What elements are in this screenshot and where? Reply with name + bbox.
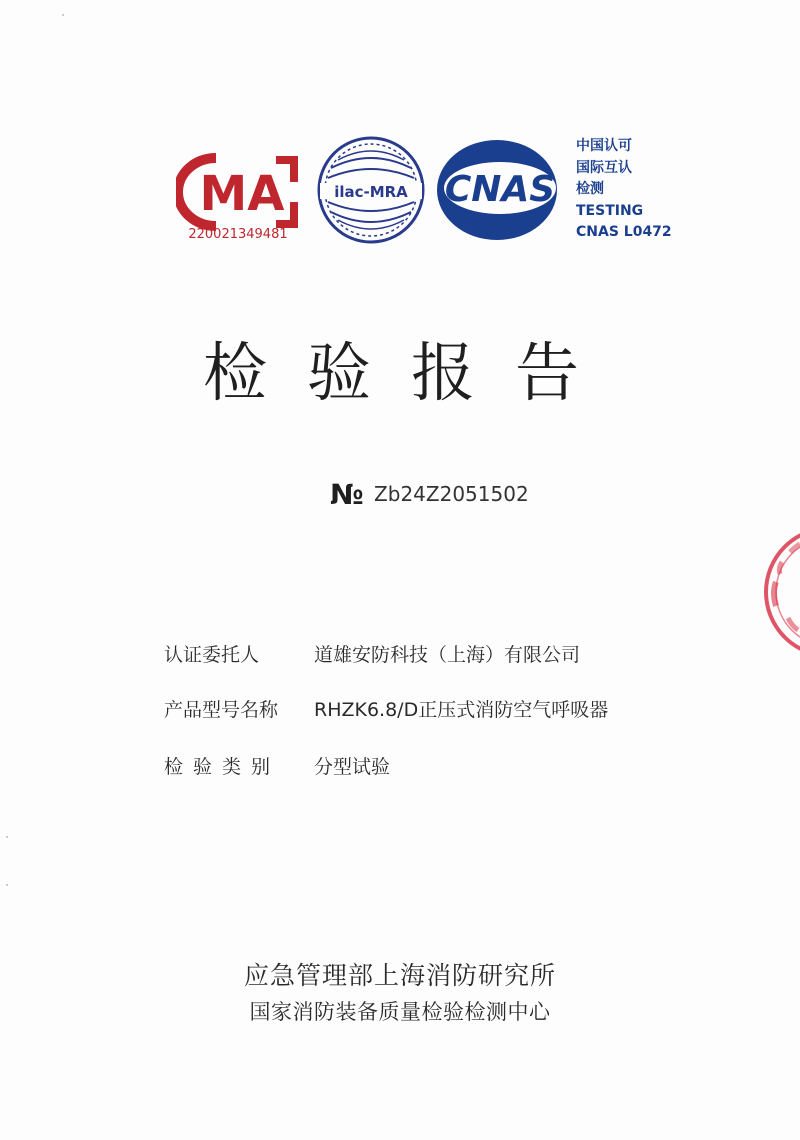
cma-number: 220021349481 (188, 227, 288, 240)
number-sign: № (330, 478, 364, 511)
product-row (164, 695, 608, 725)
cnas-text-line: 中国认可 (576, 138, 632, 154)
test-type-value: 分型试验 (314, 756, 391, 778)
cnas-text-line: CNAS L0472 (576, 224, 672, 240)
cnas-text-line: TESTING (576, 202, 644, 219)
product-label: 产品型号名称 (164, 699, 279, 721)
cma-logo-label: MA (199, 166, 285, 222)
test-type-label: 检验类别 (164, 756, 281, 778)
test-type-row (164, 752, 390, 782)
product-value: RHZK6.8/D正压式消防空气呼吸器 (314, 699, 609, 721)
ilac-mra-logo (316, 128, 426, 253)
report-number (330, 478, 529, 511)
issuing-institute: 应急管理部上海消防研究所 (243, 961, 556, 990)
scan-speck (6, 836, 8, 838)
client-value: 道雄安防科技（上海）有限公司 (314, 644, 581, 666)
cnas-logo (434, 138, 560, 242)
cnas-text-line: 检测 (576, 181, 604, 197)
client-label: 认证委托人 (164, 644, 260, 666)
scan-speck (6, 884, 8, 886)
accreditation-logos (176, 128, 676, 253)
scan-speck (62, 14, 64, 16)
ilac-logo-label: ilac-MRA (334, 183, 408, 201)
testing-center: 国家消防装备质量检验检测中心 (249, 1000, 551, 1024)
cma-logo (176, 148, 301, 240)
official-seal (760, 522, 800, 662)
report-title: 检验报告 (203, 337, 619, 411)
cnas-accreditation-text (576, 136, 696, 244)
cnas-text-line: 国际互认 (576, 159, 632, 176)
client-row (164, 640, 580, 670)
report-number-value: Zb24Z2051502 (374, 482, 529, 506)
cnas-logo-label: CNAS (444, 169, 556, 210)
